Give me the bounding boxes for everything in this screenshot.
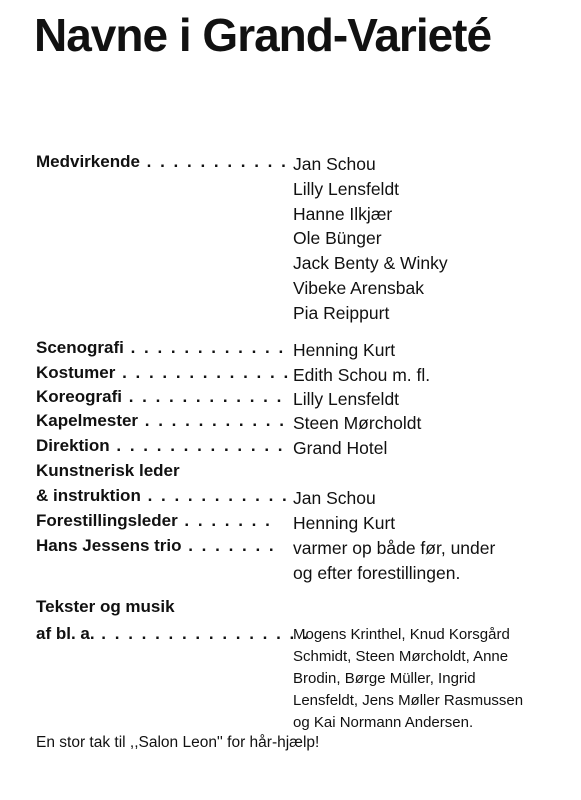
- credit-role: Kapelmester . . . . . . . . . . .: [36, 411, 286, 430]
- credit-name: og efter forestillingen.: [293, 562, 461, 583]
- credit-role: Forestillingsleder . . . . . . .: [36, 511, 272, 530]
- credit-row-direktion: [36, 436, 576, 461]
- credit-names: [293, 411, 421, 436]
- credit-role: Koreografi . . . . . . . . . . . .: [36, 387, 284, 406]
- credit-row-hans-jessens-trio: [36, 536, 576, 583]
- credit-name: Pia Reippurt: [293, 302, 390, 323]
- credit-name: Henning Kurt: [293, 513, 396, 533]
- credit-name: Henning Kurt: [293, 340, 396, 360]
- credit-role: Scenografi . . . . . . . . . . . .: [36, 338, 286, 357]
- footer-note: En stor tak til ,,Salon Leon'' for hår-hjælp!: [36, 734, 320, 751]
- credit-names: [293, 536, 495, 586]
- credit-name: Schmidt, Steen Mørcholdt, Anne: [293, 648, 509, 665]
- credit-row-kapelmester: [36, 411, 576, 436]
- credit-name: og Kai Normann Andersen.: [293, 714, 474, 731]
- credit-row-koreografi: [36, 387, 576, 412]
- credit-role: Hans Jessens trio . . . . . . .: [36, 536, 276, 555]
- credit-names: [293, 338, 395, 363]
- credit-role: af bl. a. . . . . . . . . . . . . . . . .: [36, 624, 310, 643]
- credit-row-instruktion: [36, 486, 576, 511]
- credit-name: Lilly Lensfeldt: [293, 178, 400, 199]
- credit-role: Direktion . . . . . . . . . . . . .: [36, 436, 285, 455]
- credit-role: Medvirkende . . . . . . . . . . .: [36, 152, 288, 171]
- credit-role: Kostumer . . . . . . . . . . . . .: [36, 363, 291, 382]
- credit-row-forestillingsleder: [36, 511, 576, 536]
- page-title: Navne i Grand-Varieté: [34, 9, 492, 61]
- credit-names: [293, 436, 387, 461]
- credit-role: & instruktion . . . . . . . . . . .: [36, 486, 289, 505]
- credit-row-af-bl-a: [36, 624, 576, 731]
- credit-row-tekster-og-musik: [36, 597, 576, 622]
- credit-names: [293, 363, 430, 388]
- credit-name: Steen Mørcholdt: [293, 413, 422, 433]
- credit-name: Lensfeldt, Jens Møller Rasmussen: [293, 692, 524, 709]
- credit-name: Grand Hotel: [293, 438, 388, 458]
- credit-names: [293, 387, 399, 412]
- credit-name: Brodin, Børge Müller, Ingrid: [293, 670, 476, 687]
- credit-name: Hanne Ilkjær: [293, 203, 393, 224]
- credit-name: Mogens Krinthel, Knud Korsgård: [293, 626, 510, 643]
- credit-row-medvirkende: [36, 152, 576, 323]
- credit-names: [293, 152, 448, 326]
- credit-names: [293, 511, 395, 536]
- credit-name: Jack Benty & Winky: [293, 253, 448, 274]
- credit-name: Lilly Lensfeldt: [293, 389, 400, 409]
- credit-role: Tekster og musik: [36, 597, 175, 616]
- credit-row-kostumer: [36, 363, 576, 388]
- credit-names: [293, 486, 376, 511]
- credit-row-kunstnerisk-leder: [36, 461, 576, 486]
- credit-name: Jan Schou: [293, 488, 376, 508]
- credit-name: Vibeke Arensbak: [293, 277, 425, 298]
- credit-name: Jan Schou: [293, 154, 376, 174]
- credit-names: [293, 624, 523, 734]
- credit-role: Kunstnerisk leder: [36, 461, 180, 480]
- credit-name: varmer op både før, under: [293, 538, 496, 558]
- credit-name: Ole Bünger: [293, 228, 382, 249]
- credit-row-scenografi: [36, 338, 576, 363]
- credit-name: Edith Schou m. fl.: [293, 365, 431, 385]
